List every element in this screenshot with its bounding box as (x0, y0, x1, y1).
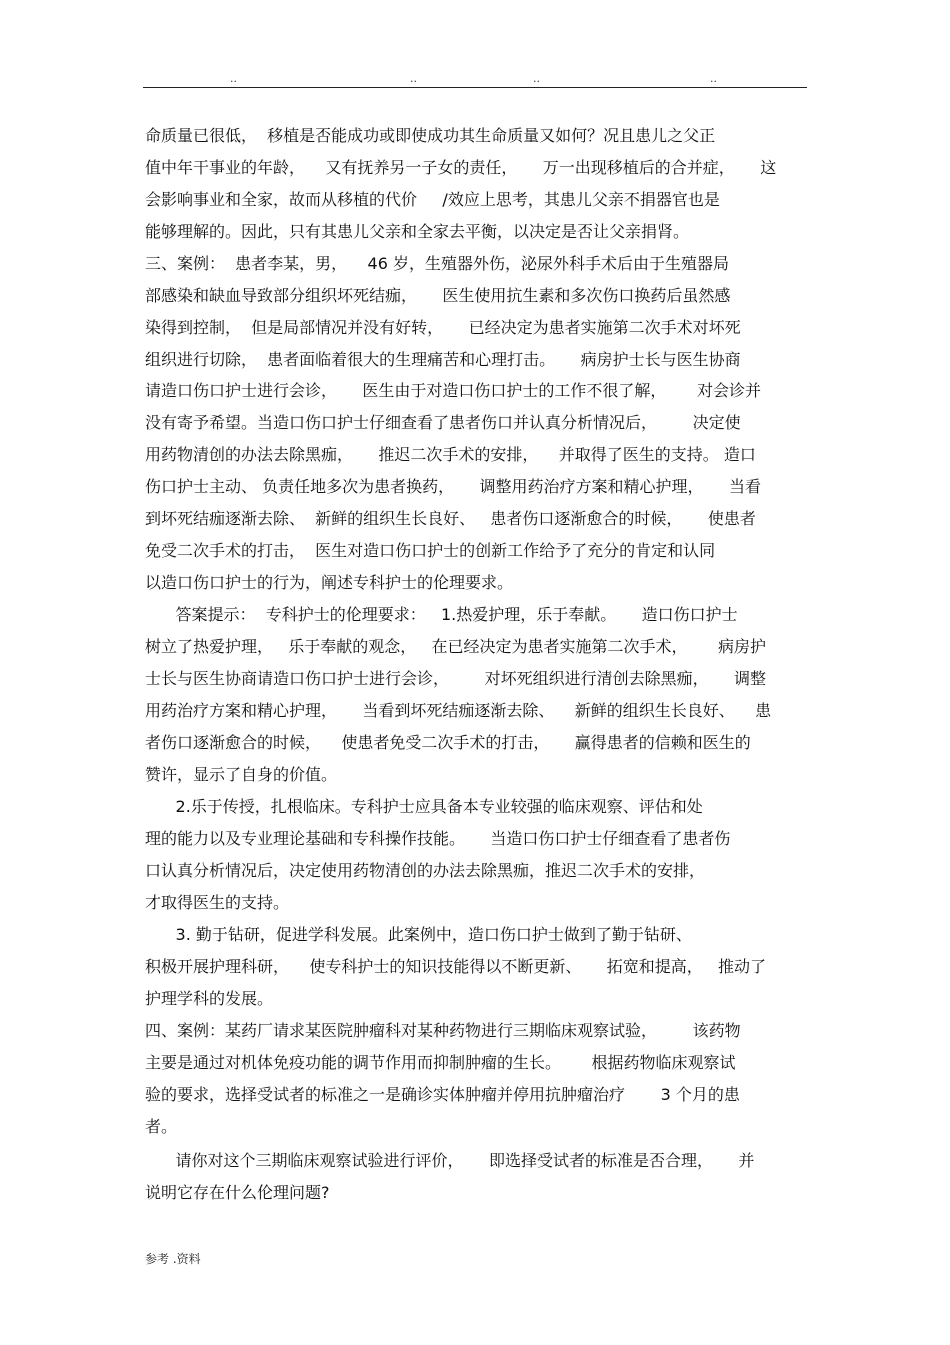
header-rule (143, 87, 807, 88)
text-line: 才取得医生的支持。 (145, 893, 290, 912)
text-line: 能够理解的。因此，只有其患儿父亲和全家去平衡，以决定是否让父亲捐肾。 (145, 222, 690, 241)
text-line: 积极开展护理科研， 使专科护士的知识技能得以不断更新、 拓宽和提高， 推动了 (145, 957, 767, 976)
text-line: 值中年干事业的年龄， 又有抚养另一子女的责任， 万一出现移植后的合并症， 这 (145, 158, 777, 177)
text-line: 命质量已很低， 移植是否能成功或即使成功其生命质量又如何？况且患儿之父正 (145, 126, 716, 145)
text-line: 护理学科的发展。 (145, 989, 274, 1008)
text-line: 会影响事业和全家，故而从移植的代价 /效应上思考，其患儿父亲不捐器官也是 (145, 190, 720, 209)
text-line: 三、案例： 患者李某，男， 46 岁，生殖器外伤，泌尿外科手术后由于生殖器局 (145, 254, 729, 273)
text-line: 士长与医生协商请造口伤口护士进行会诊， 对坏死组织进行清创去除黑痂， 调整 (145, 669, 767, 688)
header-mark: .. (710, 72, 717, 85)
text-line: 部感染和缺血导致部分组织坏死结痂， 医生使用抗生素和多次伤口换药后虽然感 (145, 286, 731, 305)
text-line: 验的要求，选择受试者的标准之一是确诊实体肿瘤并停用抗肿瘤治疗 3 个月的患 (145, 1085, 740, 1104)
text-line: 理的能力以及专业理论基础和专科操作技能。 当造口伤口护士仔细查看了患者伤 (145, 829, 731, 848)
text-line: 染得到控制， 但是局部情况并没有好转， 已经决定为患者实施第二次手术对坏死 (145, 318, 741, 337)
header-mark: .. (410, 72, 417, 85)
text-line: 组织进行切除， 患者面临着很大的生理痛苦和心理打击。 病房护士长与医生协商 (145, 350, 741, 369)
text-line: 者伤口逐渐愈合的时候， 使患者免受二次手术的打击， 赢得患者的信赖和医生的 (145, 733, 751, 752)
text-line: 没有寄予希望。当造口伤口护士仔细查看了患者伤口并认真分析情况后， 决定使 (145, 413, 741, 432)
text-line: 用药治疗方案和精心护理， 当看到坏死结痂逐渐去除、 新鲜的组织生长良好、 患 (145, 701, 772, 720)
text-line: 免受二次手术的打击， 医生对造口伤口护士的创新工作给予了充分的肯定和认同 (145, 541, 716, 560)
text-line: 3. 勤于钻研，促进学科发展。此案例中，造口伤口护士做到了勤于钻研、 (145, 925, 692, 944)
text-line: 四、案例：某药厂请求某医院肿瘤科对某种药物进行三期临床观察试验， 该药物 (145, 1021, 741, 1040)
text-line: 树立了热爱护理， 乐于奉献的观念， 在已经决定为患者实施第二次手术， 病房护 (145, 637, 767, 656)
text-line: 赞许，显示了自身的价值。 (145, 765, 338, 784)
text-line: 以造口伤口护士的行为，阐述专科护士的伦理要求。 (145, 573, 514, 592)
text-line: 主要是通过对机体免疫功能的调节作用而抑制肿瘤的生长。 根据药物临床观察试 (145, 1053, 736, 1072)
text-line: 伤口护士主动、 负责任地多次为患者换药， 调整用药治疗方案和精心护理， 当看 (145, 477, 761, 496)
text-line: 用药物清创的办法去除黑痂， 推迟二次手术的安排， 并取得了医生的支持。 造口 (145, 445, 756, 464)
text-line: 答案提示： 专科护士的伦理要求： 1.热爱护理，乐于奉献。 造口伤口护士 (145, 605, 738, 624)
text-line: 2.乐于传授，扎根临床。专科护士应具备本专业较强的临床观察、评估和处 (145, 797, 703, 816)
page-footer: 参考 .资料 (145, 1252, 201, 1266)
text-line: 请造口伤口护士进行会诊， 医生由于对造口伤口护士的工作不很了解， 对会诊并 (145, 381, 761, 400)
text-line: 请你对这个三期临床观察试验进行评价， 即选择受试者的标准是否合理， 并 (145, 1151, 755, 1170)
text-line: 到坏死结痂逐渐去除、 新鲜的组织生长良好、 患者伤口逐渐愈合的时候， 使患者 (145, 509, 756, 528)
text-line: 说明它存在什么伦理问题? (145, 1183, 330, 1202)
header-mark: .. (533, 72, 540, 85)
header-mark: .. (230, 72, 237, 85)
text-line: 者。 (145, 1117, 178, 1136)
text-line: 口认真分析情况后，决定使用药物清创的办法去除黑痂，推迟二次手术的安排， (145, 861, 706, 880)
